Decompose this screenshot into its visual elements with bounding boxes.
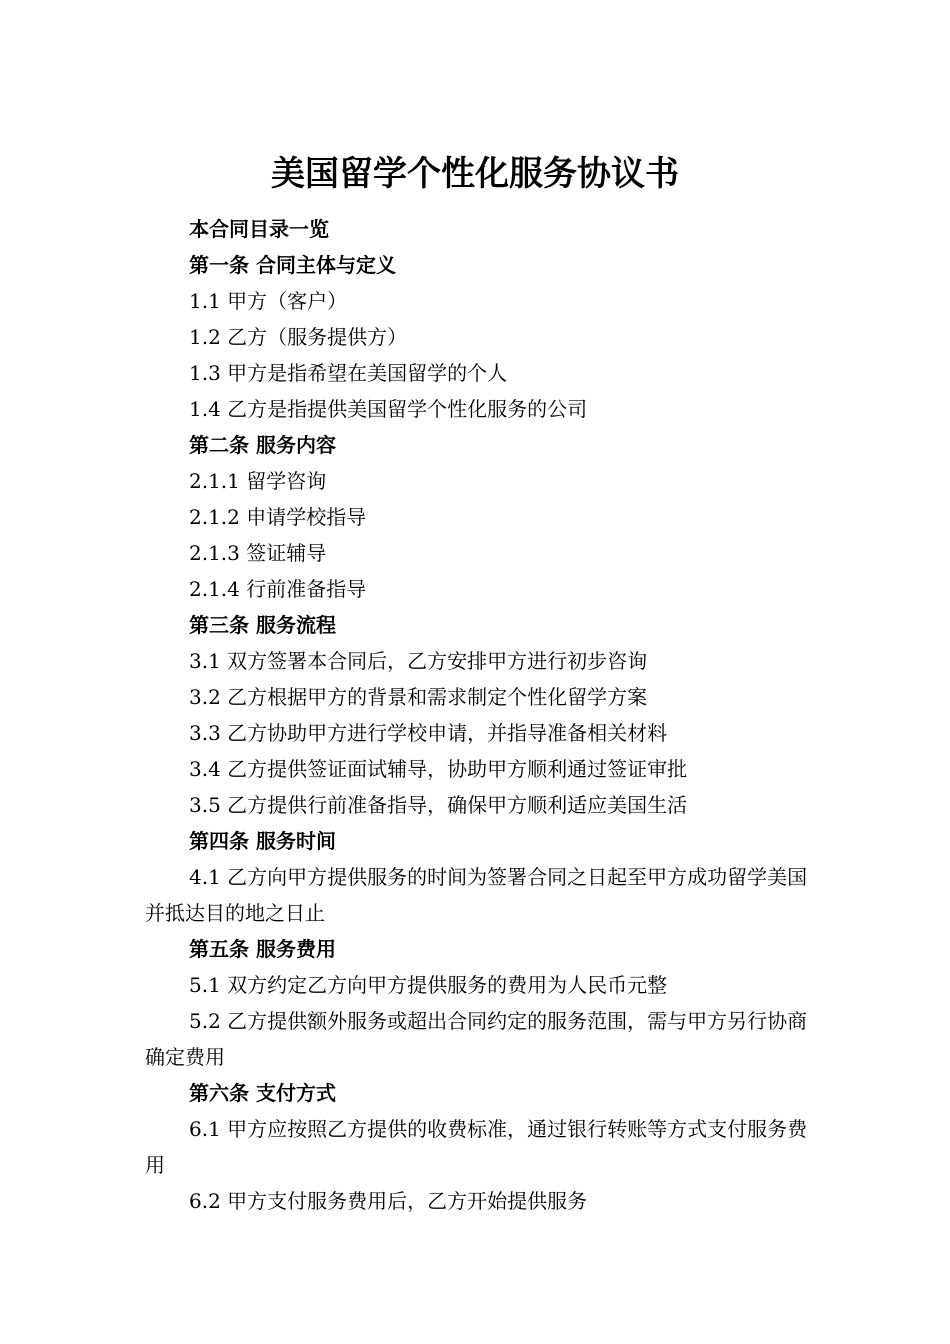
clause-text: 3.5 乙方提供行前准备指导，确保甲方顺利适应美国生活 — [189, 793, 688, 817]
section-heading: 第一条 合同主体与定义 — [189, 253, 396, 277]
document-body — [145, 211, 810, 1219]
section-heading: 第五条 服务费用 — [189, 937, 336, 961]
clause-text: 1.3 甲方是指希望在美国留学的个人 — [189, 361, 508, 385]
clause-text: 3.1 双方签署本合同后，乙方安排甲方进行初步咨询 — [189, 649, 648, 673]
clause-text: 5.2 乙方提供额外服务或超出合同约定的服务范围，需与甲方另行协商确定费用 — [145, 1009, 808, 1069]
clause-text: 4.1 乙方向甲方提供服务的时间为签署合同之日起至甲方成功留学美国并抵达目的地之日止 — [145, 865, 808, 925]
clause-text: 3.3 乙方协助甲方进行学校申请，并指导准备相关材料 — [189, 721, 668, 745]
clause-text: 5.1 双方约定乙方向甲方提供服务的费用为人民币元整 — [189, 973, 668, 997]
clause-text: 3.2 乙方根据甲方的背景和需求制定个性化留学方案 — [189, 685, 648, 709]
clause-text: 1.1 甲方（客户） — [189, 289, 348, 313]
clause-text: 6.2 甲方支付服务费用后，乙方开始提供服务 — [189, 1189, 588, 1213]
clause-text: 1.2 乙方（服务提供方） — [189, 325, 408, 349]
section-heading: 第四条 服务时间 — [189, 829, 336, 853]
clause-text: 2.1.3 签证辅导 — [189, 541, 327, 565]
section-heading: 本合同目录一览 — [189, 217, 329, 241]
document-title: 美国留学个性化服务协议书 — [271, 154, 679, 194]
clause-text: 1.4 乙方是指提供美国留学个性化服务的公司 — [189, 397, 588, 421]
clause-text: 3.4 乙方提供签证面试辅导，协助甲方顺利通过签证审批 — [189, 757, 688, 781]
clause-text: 2.1.4 行前准备指导 — [189, 577, 367, 601]
clause-text: 2.1.2 申请学校指导 — [189, 505, 367, 529]
section-heading: 第二条 服务内容 — [189, 433, 336, 457]
section-heading: 第六条 支付方式 — [189, 1081, 336, 1105]
clause-text: 2.1.1 留学咨询 — [189, 469, 327, 493]
section-heading: 第三条 服务流程 — [189, 613, 336, 637]
clause-text: 6.1 甲方应按照乙方提供的收费标准，通过银行转账等方式支付服务费用 — [145, 1117, 808, 1177]
